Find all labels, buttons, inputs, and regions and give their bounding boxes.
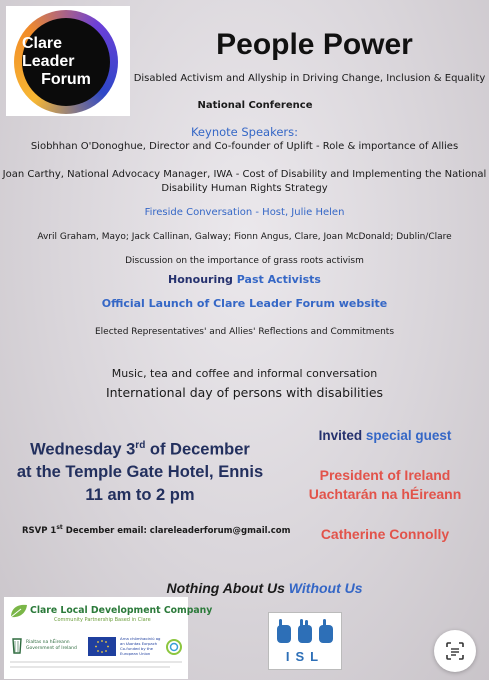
event-time: 11 am to 2 pm <box>85 486 195 504</box>
eu-cofunded-text <box>120 636 160 656</box>
swirl-logo-icon <box>164 637 184 657</box>
motto-suffix: Without Us <box>288 580 363 596</box>
reflections-line: Elected Representatives' and Allies' Reflections and Commitments <box>94 327 395 337</box>
fine-print-line <box>10 661 182 663</box>
invited-guest-heading <box>300 428 470 443</box>
guest-name: Catherine Connolly <box>320 526 450 542</box>
poster-title: People Power <box>216 28 413 61</box>
fireside-conversation: Fireside Conversation - Host, Julie Helen <box>144 207 345 218</box>
cldc-name: Clare Local Development Company <box>30 605 213 616</box>
music-line: Music, tea and coffee and informal conversation <box>111 367 378 380</box>
eu-line-1: Arna chómhaoiniú ag <box>120 636 161 641</box>
keynote-speaker-2-line2: Disability Human Rights Strategy <box>161 183 328 194</box>
clare-leader-forum-logo <box>6 6 130 116</box>
honouring-prefix: Honouring <box>168 273 237 286</box>
gov-line-english: Government of Ireland <box>26 646 77 651</box>
national-conference-label: National Conference <box>197 100 313 111</box>
government-of-ireland <box>26 640 77 652</box>
scan-text-icon <box>445 641 465 661</box>
invited-suffix: special guest <box>365 428 452 443</box>
rsvp-details: December email: clareleaderforum@gmail.com <box>62 525 291 536</box>
rsvp-prefix: RSVP 1 <box>22 525 57 536</box>
event-venue: at the Temple Gate Hotel, Ennis <box>16 463 264 481</box>
event-date <box>0 440 280 460</box>
honouring-line <box>0 273 489 286</box>
international-day-line: International day of persons with disabilities <box>105 385 384 400</box>
event-date-suffix: rd <box>135 440 146 451</box>
isl-logo <box>268 612 342 670</box>
keynote-speaker-1: Siobhhan O'Donoghue, Director and Co-founder of Uplift - Role & importance of Allies <box>30 141 459 152</box>
president-title: President of Ireland <box>319 467 451 483</box>
invited-prefix: Invited <box>318 428 366 443</box>
keynote-speaker-2-line1: Joan Carthy, National Advocacy Manager, IWA - Cost of Disability and Implementing the National <box>2 169 487 180</box>
president-title-irish: Uachtarán na hÉireann <box>308 486 462 502</box>
logo-text-line2: Forum <box>41 71 91 88</box>
rsvp-line <box>22 524 291 536</box>
scan-text-button[interactable] <box>434 630 476 672</box>
eu-line-3: Co-funded by the <box>120 646 154 651</box>
keynote-heading: Keynote Speakers: <box>190 125 299 139</box>
eu-line-4: European Union <box>120 651 151 656</box>
panel-members: Avril Graham, Mayo; Jack Callinan, Galway; Fionn Angus, Clare, Joan McDonald; Dublin/Clare <box>37 232 452 242</box>
leaf-icon <box>9 603 29 619</box>
honouring-suffix: Past Activists <box>236 273 321 286</box>
event-date-day: Wednesday 3 <box>30 440 136 459</box>
sponsor-logos-block <box>4 597 213 679</box>
logo-ring <box>14 10 118 114</box>
eu-line-2: an tAontas Eorpach <box>120 641 158 646</box>
logo-center <box>22 18 110 106</box>
motto-prefix: Nothing About Us <box>166 580 289 596</box>
logo-text-line1: Clare Leader <box>22 35 75 70</box>
isl-label: ISL <box>285 649 325 664</box>
fine-print-line <box>10 666 170 668</box>
poster-subtitle: Disabled Activism and Allyship in Driving Change, Inclusion & Equality <box>133 73 486 84</box>
motto <box>0 580 489 596</box>
sign-language-hands-icon <box>275 617 335 647</box>
event-date-month: of December <box>145 440 250 459</box>
gov-line-irish: Rialtas na hÉireann <box>26 640 70 645</box>
rsvp-suffix: st <box>56 524 63 531</box>
discussion-topic: Discussion on the importance of grass roots activism <box>125 256 364 266</box>
website-launch: Official Launch of Clare Leader Forum website <box>101 297 388 310</box>
cldc-tagline: Community Partnership Based in Clare <box>54 617 151 623</box>
harp-icon <box>10 637 24 655</box>
eu-flag-icon <box>88 637 116 656</box>
